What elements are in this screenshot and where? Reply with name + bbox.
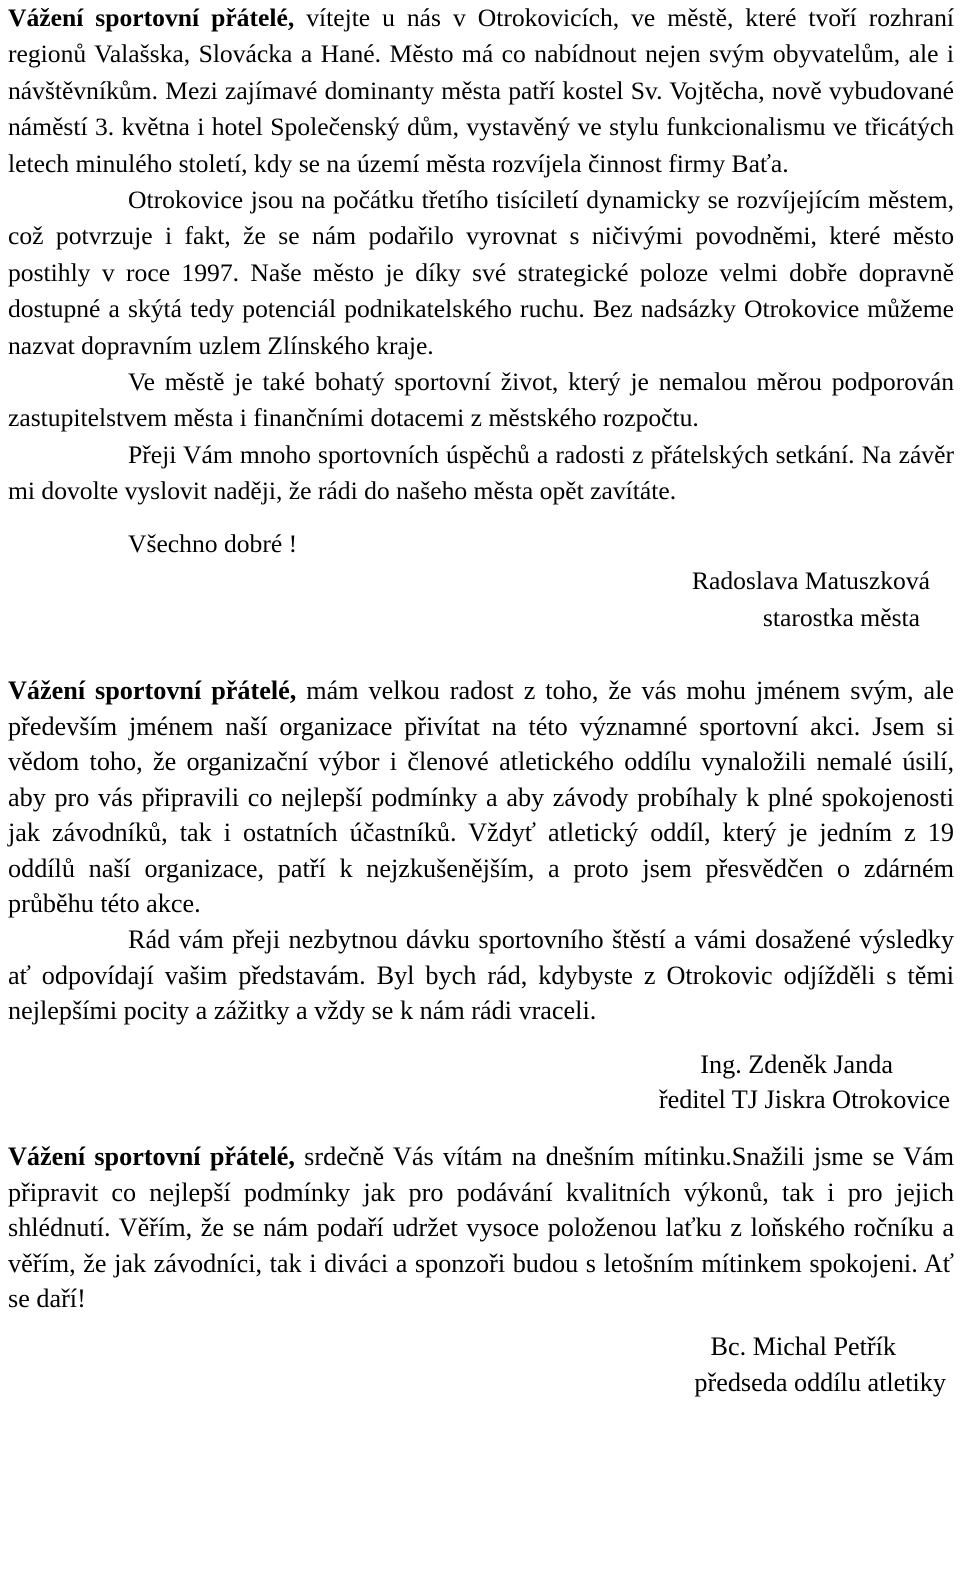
paragraph-text: vítejte u nás v Otrokovicích, ve městě, které tvoří rozhraní regionů Valašska, Slovácka a Hané. Město má co nabídnout nejen svým obyvatelům, ale i návštěvníkům. Mezi zajímavé dominanty města patří kostel Sv. Vojtěcha, nově vybudované náměstí 3. května i hotel Společenský dům, vystavěný ve stylu funkcionalismu ve třicátých letech minulého století, kdy se na území města rozvíjela činnost firmy Baťa. — [8, 3, 954, 178]
letter-paragraph: Ve městě je také bohatý sportovní život, který je nemalou měrou podporován zastupitelstvem města i finančními dotacemi z městského rozpočtu. — [8, 367, 954, 433]
letter-paragraph: Přeji Vám mnoho sportovních úspěchů a radosti z přátelských setkání. Na závěr mi dovolte vyslovit naději, že rádi do našeho města opět zavítáte. — [8, 439, 954, 506]
signature-block — [8, 563, 930, 636]
letter-paragraph — [8, 1139, 954, 1317]
letter-paragraph — [8, 0, 954, 182]
signature-name: Radoslava Matuszková — [691, 566, 930, 596]
signature-block — [8, 1047, 950, 1118]
signature-role: starostka města — [762, 602, 920, 632]
greeting: Vážení sportovní přátelé, — [8, 3, 295, 32]
document-page — [8, 0, 954, 1400]
letter-paragraph: Otrokovice jsou na počátku třetího tisíciletí dynamicky se rozvíjejícím městem, což potvrzuje i fakt, že se nám podařilo vyrovnat s ničivými povodněmi, které město postihly v roce 1997. Naše město je díky své strategické poloze velmi dobře dopravně dostupné a skýtá tedy potenciál podnikatelského ruchu. Bez nadsázky Otrokovice můžeme nazvat dopravním uzlem Zlínského kraje. — [8, 185, 954, 360]
closing-phrase: Všechno dobré ! — [128, 528, 298, 558]
signature-role: předseda oddílu atletiky — [694, 1367, 946, 1397]
signature-role: ředitel TJ Jiskra Otrokovice — [658, 1085, 950, 1115]
paragraph-text: mám velkou radost z toho, že vás mohu jménem svým, ale především jménem naší organizace přivítat na této významné sportovní akci. Jsem si vědom toho, že organizační výbor i členové atletického oddílu vynaložili nemalé úsilí, aby pro vás připravili co nejlepší podmínky a aby závody probíhaly k plné spokojenosti jak závodníků, tak i ostatních účastníků. Vždyť atletický oddíl, který je jedním z 19 oddílů naší organizace, patří k nejzkušenějším, a proto jsem přesvědčen o zdárném průběhu této akce. — [8, 675, 955, 919]
signature-block — [8, 1329, 946, 1400]
greeting: Vážení sportovní přátelé, — [8, 1142, 295, 1172]
paragraph-text: srdečně Vás vítám na dnešním mítinku.Snažili jsme se Vám připravit co nejlepší podmínky jak pro podávání kvalitních výkonů, tak i pro jejich shlédnutí. Věřím, že se nám podaří udržet vysoce položenou laťku z loňského ročníku a věřím, že jak závodníci, tak i diváci a sponzoři budou s letošním mítinkem spokojeni. Ať se daří! — [8, 1142, 955, 1314]
director-letter — [8, 673, 954, 1118]
letter-paragraph — [8, 673, 954, 922]
athletics-chair-letter — [8, 1139, 954, 1400]
mayor-letter — [8, 0, 954, 636]
letter-paragraph: Rád vám přeji nezbytnou dávku sportovního štěstí a vámi dosažené výsledky ať odpovídají vašim představám. Byl bych rád, kdybyste z Otrokovic odjížděli s těmi nejlepšími pocity a zážitky a vždy se k nám rádi vraceli. — [8, 925, 954, 1026]
signature-name: Bc. Michal Petřík — [710, 1332, 896, 1361]
greeting: Vážení sportovní přátelé, — [8, 675, 297, 705]
signature-name: Ing. Zdeněk Janda — [700, 1049, 893, 1079]
